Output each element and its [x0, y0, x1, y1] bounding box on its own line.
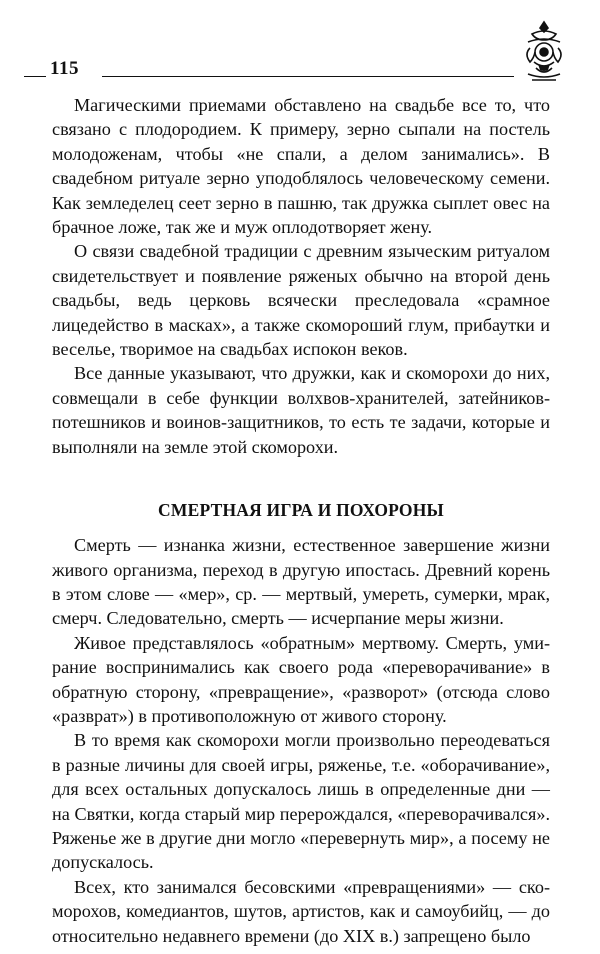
header-rule-left: [24, 76, 46, 77]
header-rule-right: [102, 76, 514, 77]
body-paragraph: Смерть — изнанка жизни, естественное завершение жизни живого организма, переход в другую ипостась. Древний корень в этом слове — «мер», ср. — мертвый, умереть, сумерки, мрак, смерч. Следовательно, смерть — исчерпание меры жизни.: [52, 535, 550, 629]
body-paragraph: В то время как скоморохи могли произвольно переодеваться в разные личины для своей игры, ряженье, т.е. «оборачивание», для всех остальных допускалось лишь в определенные дни — на Святки, когда старый мир перерождался, «переворачивался». Ряженье же в другие дни могло «перевернуть мир», а посему не допускалось.: [52, 730, 550, 873]
page-number: 115: [50, 58, 79, 79]
body-paragraph: Всех, кто занимался бесовскими «превращениями» — скоморохов, комедиантов, шутов, артистов, как и самоубийц, — до относительно недавнего времени (до XIX в.) запрещено было: [52, 876, 550, 946]
body-paragraph: Все данные указывают, что дружки, как и скоморохи до них, совмещали в себе функции волхвов-хранителей, затейников-потешников и воинов-защитников, то есть те задачи, которые и выполняли на земле этой скоморохи.: [52, 363, 550, 457]
ornamental-vignette-icon: [518, 18, 570, 88]
section-heading: СМЕРТНАЯ ИГРА И ПОХОРОНЫ: [158, 500, 444, 521]
body-paragraph: О связи свадебной традиции с древним языческим ритуалом свидетельствует и появление ряженых обычно на второй день свадьбы, ведь церковь всячески преследовала «срамное лицедейство в масках», а также скоморoший глум, прибаутки и веселье, творимое на свадьбах испокон веков.: [52, 241, 550, 360]
body-paragraph: Живое представлялось «обратным» мертвому. Смерть, умирание воспринимались как своего рода «переворачивание» в обратную сторону, «превращение», «разворот» (отсюда слово «разврат») в противоположную от живого сторону.: [52, 632, 550, 726]
page-body: [52, 93, 550, 948]
body-paragraph: Магическими приемами обставлено на свадьбе все то, что связано с плодородием. К примеру, зерно сыпали на постель молодоженам, чтобы «не спали, а делом занимались». В свадебном ритуале зерно уподоблялось человеческому семени. Как земледелец сеет зерно в пашню, так дружка сыплет овес на брачное ложе, так же и муж оплодотворяет жену.: [52, 95, 550, 238]
running-header: [24, 40, 564, 90]
